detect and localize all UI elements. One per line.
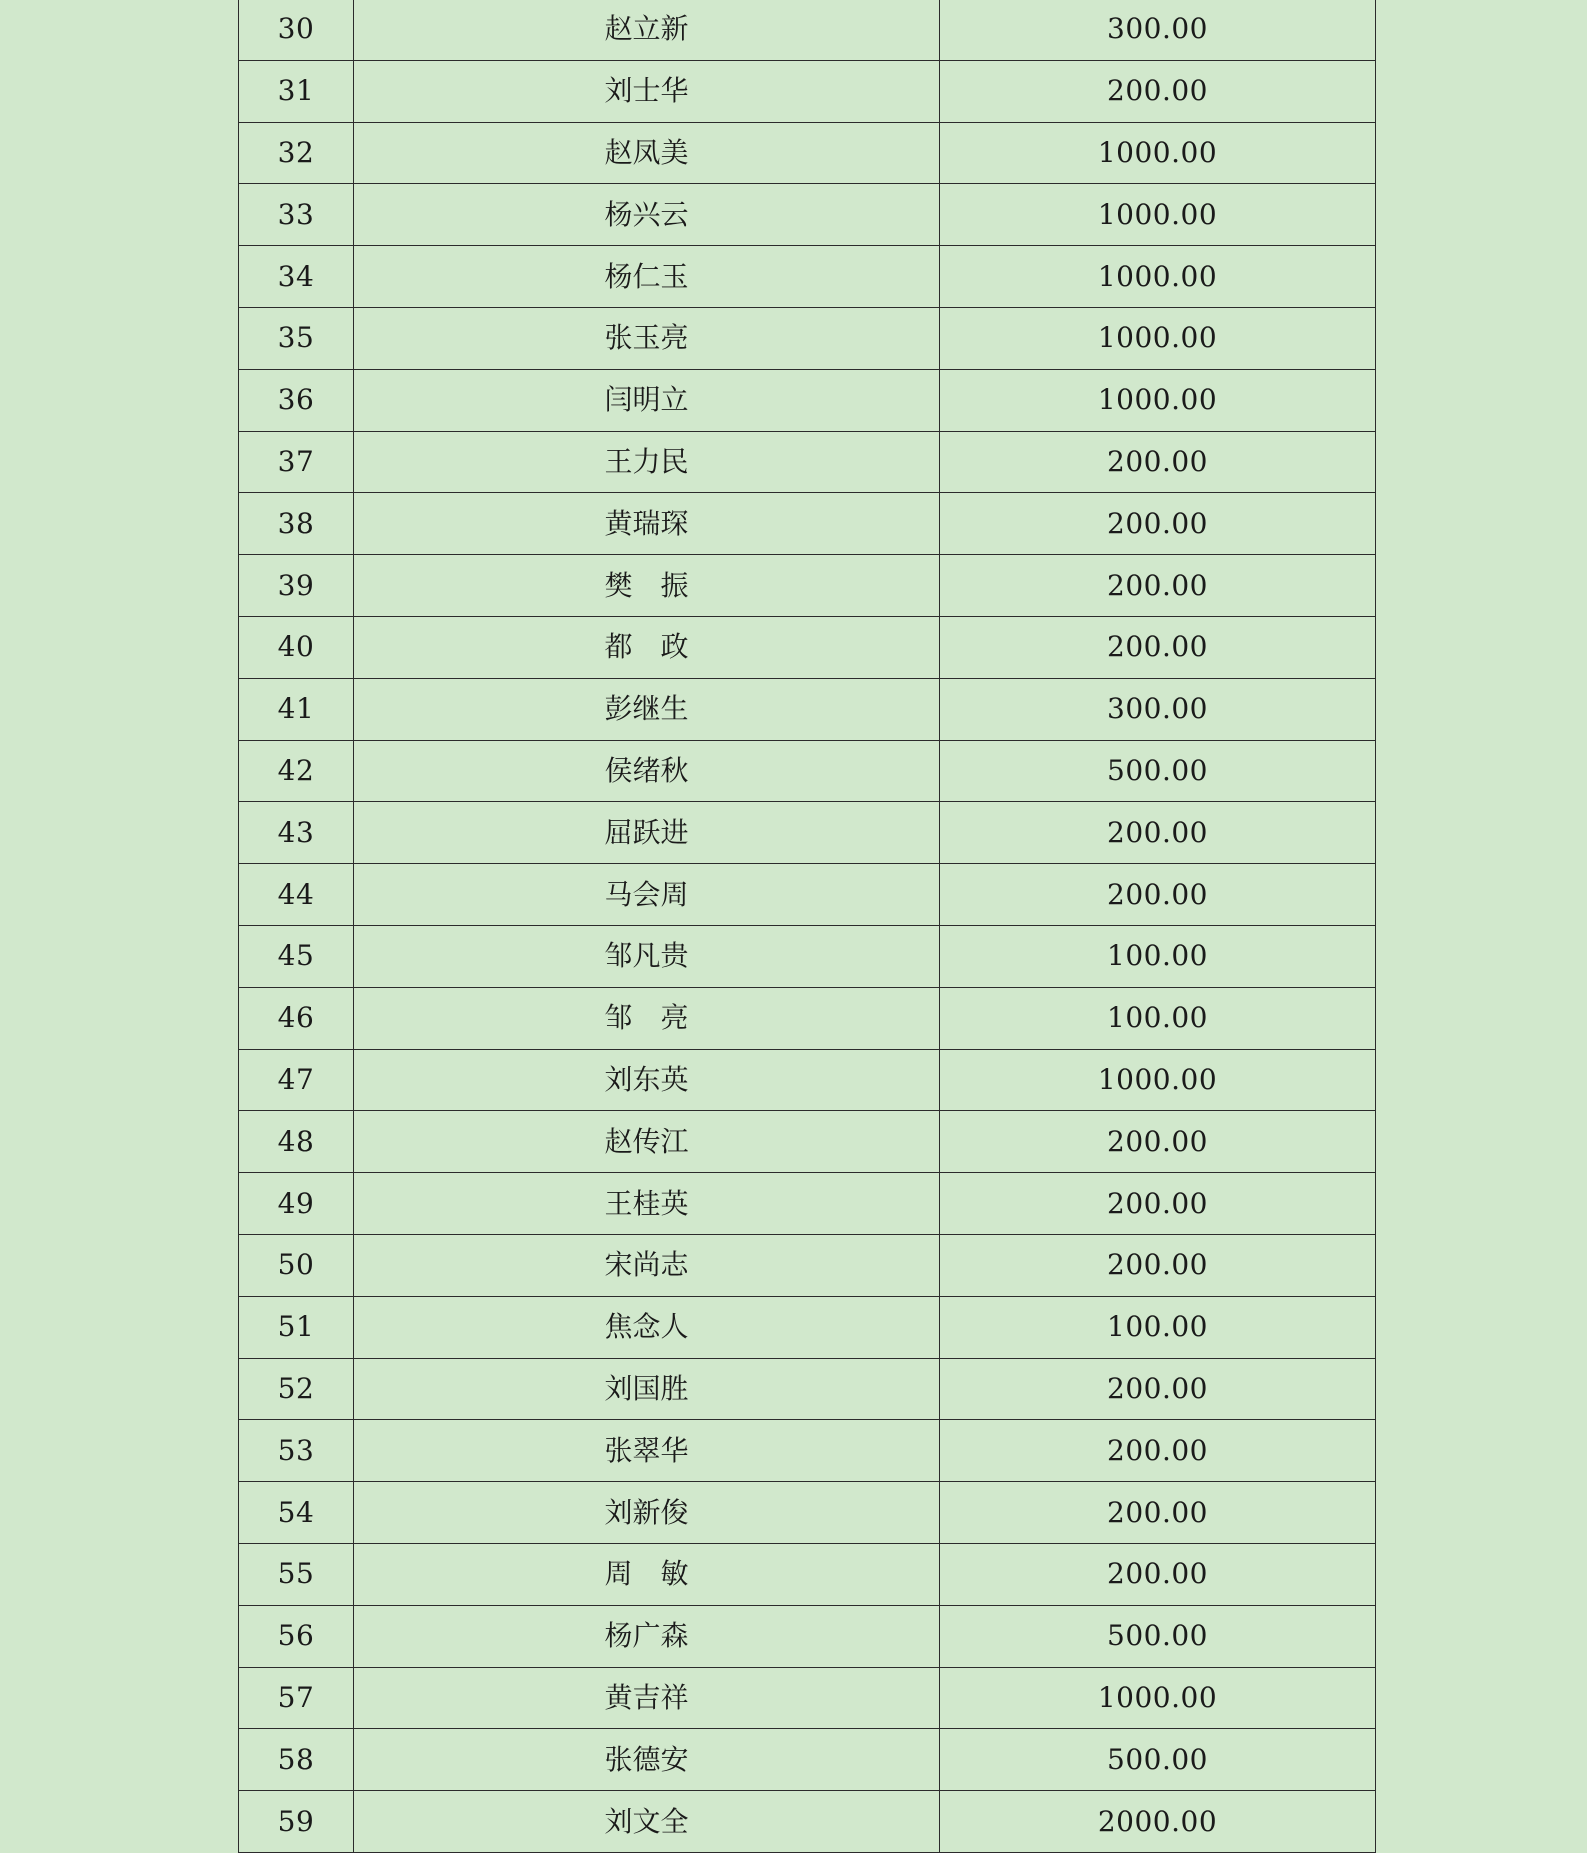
row-number-cell: 54: [239, 1482, 354, 1544]
table-row: [239, 493, 1376, 555]
row-number-cell: 36: [239, 369, 354, 431]
table-row: [239, 1111, 1376, 1173]
row-number-cell: 30: [239, 0, 354, 60]
table-row: [239, 1482, 1376, 1544]
name-cell: 王力民: [354, 431, 940, 493]
row-number-cell: 55: [239, 1543, 354, 1605]
table-row: [239, 246, 1376, 308]
name-cell: 彭继生: [354, 678, 940, 740]
row-number-cell: 45: [239, 925, 354, 987]
name-cell: 张玉亮: [354, 307, 940, 369]
table-row: [239, 864, 1376, 926]
row-number-cell: 46: [239, 987, 354, 1049]
amount-cell: 1000.00: [940, 307, 1376, 369]
amount-cell: 200.00: [940, 431, 1376, 493]
table-row: [239, 1420, 1376, 1482]
name-cell: 杨广森: [354, 1605, 940, 1667]
table-row: [239, 1543, 1376, 1605]
name-cell: 刘国胜: [354, 1358, 940, 1420]
table-row: [239, 925, 1376, 987]
name-cell: 刘士华: [354, 60, 940, 122]
name-cell: 黄吉祥: [354, 1667, 940, 1729]
table-row: [239, 802, 1376, 864]
amount-cell: 100.00: [940, 1296, 1376, 1358]
table-row: [239, 616, 1376, 678]
table-row: [239, 1729, 1376, 1791]
amount-cell: 200.00: [940, 1173, 1376, 1235]
name-cell: 宋尚志: [354, 1234, 940, 1296]
table-row: [239, 60, 1376, 122]
name-cell: 闫明立: [354, 369, 940, 431]
row-number-cell: 34: [239, 246, 354, 308]
amount-cell: 200.00: [940, 864, 1376, 926]
amount-cell: 200.00: [940, 493, 1376, 555]
amount-cell: 200.00: [940, 1543, 1376, 1605]
name-cell: 周 敏: [354, 1543, 940, 1605]
amount-cell: 1000.00: [940, 369, 1376, 431]
name-cell: 赵凤美: [354, 122, 940, 184]
amount-cell: 500.00: [940, 740, 1376, 802]
name-cell: 杨仁玉: [354, 246, 940, 308]
table-row: [239, 1667, 1376, 1729]
amount-cell: 500.00: [940, 1729, 1376, 1791]
amount-cell: 200.00: [940, 1482, 1376, 1544]
name-cell: 都 政: [354, 616, 940, 678]
table-row: [239, 987, 1376, 1049]
row-number-cell: 33: [239, 184, 354, 246]
name-cell: 邹凡贵: [354, 925, 940, 987]
name-cell: 张德安: [354, 1729, 940, 1791]
row-number-cell: 50: [239, 1234, 354, 1296]
amount-cell: 1000.00: [940, 1049, 1376, 1111]
amount-cell: 1000.00: [940, 184, 1376, 246]
amount-cell: 100.00: [940, 925, 1376, 987]
name-cell: 黄瑞琛: [354, 493, 940, 555]
row-number-cell: 40: [239, 616, 354, 678]
amount-cell: 200.00: [940, 60, 1376, 122]
table-row: [239, 1296, 1376, 1358]
amount-cell: 200.00: [940, 1111, 1376, 1173]
table-row: [239, 1358, 1376, 1420]
table-row: [239, 122, 1376, 184]
table-row: [239, 1234, 1376, 1296]
name-cell: 马会周: [354, 864, 940, 926]
amount-cell: 100.00: [940, 987, 1376, 1049]
row-number-cell: 44: [239, 864, 354, 926]
table-row: [239, 555, 1376, 617]
name-cell: 赵传江: [354, 1111, 940, 1173]
table-body: [239, 0, 1376, 1852]
row-number-cell: 59: [239, 1791, 354, 1853]
name-cell: 刘文全: [354, 1791, 940, 1853]
row-number-cell: 35: [239, 307, 354, 369]
name-cell: 屈跃进: [354, 802, 940, 864]
row-number-cell: 56: [239, 1605, 354, 1667]
table-row: [239, 1605, 1376, 1667]
amount-cell: 300.00: [940, 678, 1376, 740]
name-cell: 焦念人: [354, 1296, 940, 1358]
amount-cell: 200.00: [940, 1234, 1376, 1296]
name-cell: 刘新俊: [354, 1482, 940, 1544]
donation-table-wrapper: [238, 0, 1375, 1853]
row-number-cell: 37: [239, 431, 354, 493]
row-number-cell: 31: [239, 60, 354, 122]
amount-cell: 200.00: [940, 1420, 1376, 1482]
amount-cell: 200.00: [940, 802, 1376, 864]
amount-cell: 200.00: [940, 616, 1376, 678]
table-row: [239, 431, 1376, 493]
table-row: [239, 0, 1376, 60]
table-row: [239, 184, 1376, 246]
row-number-cell: 32: [239, 122, 354, 184]
name-cell: 刘东英: [354, 1049, 940, 1111]
row-number-cell: 51: [239, 1296, 354, 1358]
name-cell: 杨兴云: [354, 184, 940, 246]
table-row: [239, 369, 1376, 431]
name-cell: 张翠华: [354, 1420, 940, 1482]
row-number-cell: 48: [239, 1111, 354, 1173]
row-number-cell: 57: [239, 1667, 354, 1729]
name-cell: 侯绪秋: [354, 740, 940, 802]
row-number-cell: 47: [239, 1049, 354, 1111]
name-cell: 王桂英: [354, 1173, 940, 1235]
row-number-cell: 53: [239, 1420, 354, 1482]
table-row: [239, 1791, 1376, 1853]
amount-cell: 2000.00: [940, 1791, 1376, 1853]
name-cell: 樊 振: [354, 555, 940, 617]
name-cell: 赵立新: [354, 0, 940, 60]
row-number-cell: 39: [239, 555, 354, 617]
table-row: [239, 1173, 1376, 1235]
amount-cell: 1000.00: [940, 122, 1376, 184]
row-number-cell: 49: [239, 1173, 354, 1235]
amount-cell: 500.00: [940, 1605, 1376, 1667]
amount-cell: 200.00: [940, 555, 1376, 617]
row-number-cell: 41: [239, 678, 354, 740]
table-row: [239, 307, 1376, 369]
row-number-cell: 58: [239, 1729, 354, 1791]
name-cell: 邹 亮: [354, 987, 940, 1049]
row-number-cell: 42: [239, 740, 354, 802]
table-row: [239, 740, 1376, 802]
table-row: [239, 1049, 1376, 1111]
donation-table: [238, 0, 1376, 1853]
row-number-cell: 38: [239, 493, 354, 555]
amount-cell: 1000.00: [940, 246, 1376, 308]
amount-cell: 200.00: [940, 1358, 1376, 1420]
row-number-cell: 52: [239, 1358, 354, 1420]
amount-cell: 1000.00: [940, 1667, 1376, 1729]
amount-cell: 300.00: [940, 0, 1376, 60]
table-row: [239, 678, 1376, 740]
row-number-cell: 43: [239, 802, 354, 864]
